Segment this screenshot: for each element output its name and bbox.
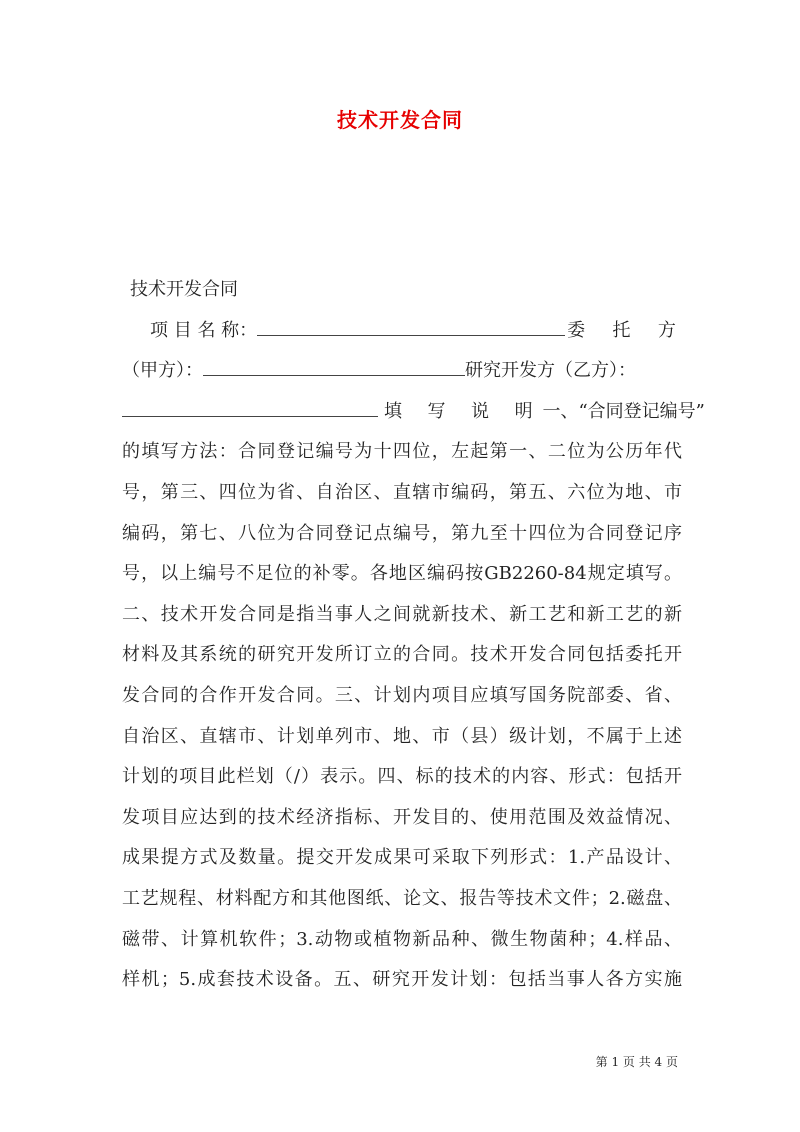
paragraph-line-5: 二、技术开发合同是指当事人之间就新技术、新工艺和新工艺的新 bbox=[122, 603, 682, 625]
paragraph-line-12: 工艺规程、材料配方和其他图纸、论文、报告等技术文件；2.磁盘、 bbox=[122, 887, 682, 909]
project-name-blank[interactable] bbox=[257, 313, 565, 336]
document-body bbox=[122, 270, 705, 1001]
paragraph-line-11: 成果提方式及数量。提交开发成果可采取下列形式：1.产品设计、 bbox=[122, 847, 682, 869]
page-title: 技术开发合同 bbox=[337, 108, 463, 132]
paragraph-line-8: 自治区、直辖市、计划单列市、地、市（县）级计划，不属于上述 bbox=[122, 725, 682, 747]
paragraph-line-2: 号，第三、四位为省、自治区、直辖市编码，第五、六位为地、市 bbox=[122, 481, 682, 503]
paragraph-line-14: 样机；5.成套技术设备。五、研究开发计划：包括当事人各方实施 bbox=[122, 969, 682, 991]
project-name-label: 项 目 名 称： bbox=[150, 319, 258, 341]
developer-label: 研究开发方（乙方）： bbox=[465, 360, 636, 382]
client-label: 委 托 方 bbox=[567, 319, 687, 341]
instructions-label: 填 写 说 明 bbox=[384, 400, 543, 422]
paragraph-line-10: 发项目应达到的技术经济指标、开发目的、使用范围及效益情况、 bbox=[122, 806, 682, 828]
paragraph-line-0: 一、“合同登记编号” bbox=[542, 400, 705, 422]
paragraph-line-6: 材料及其系统的研究开发所订立的合同。技术开发合同包括委托开 bbox=[122, 644, 682, 666]
developer-blank[interactable] bbox=[122, 394, 378, 417]
paragraph-line-1: 的填写方法：合同登记编号为十四位，左起第一、二位为公历年代 bbox=[122, 441, 682, 463]
paragraph-line-3: 编码，第七、八位为合同登记点编号，第九至十四位为合同登记序 bbox=[122, 522, 682, 544]
paragraph-line-9: 计划的项目此栏划（/）表示。四、标的技术的内容、形式：包括开 bbox=[122, 766, 682, 788]
paragraph-line-13: 磁带、计算机软件；3.动物或植物新品种、微生物菌种；4.样品、 bbox=[122, 928, 682, 950]
client-line bbox=[122, 351, 682, 392]
paragraph-line-4: 号，以上编号不足位的补零。各地区编码按GB2260-84规定填写。 bbox=[122, 563, 682, 585]
instructions-line bbox=[122, 392, 705, 433]
client-label-2: （甲方）： bbox=[122, 360, 203, 382]
page-indicator: 第 1 页 共 4 页 bbox=[595, 1055, 678, 1069]
document-heading: 技术开发合同 bbox=[130, 279, 238, 300]
project-name-line bbox=[122, 311, 687, 352]
paragraph-line-7: 发合同的合作开发合同。三、计划内项目应填写国务院部委、省、 bbox=[122, 684, 682, 706]
client-blank[interactable] bbox=[203, 353, 465, 376]
